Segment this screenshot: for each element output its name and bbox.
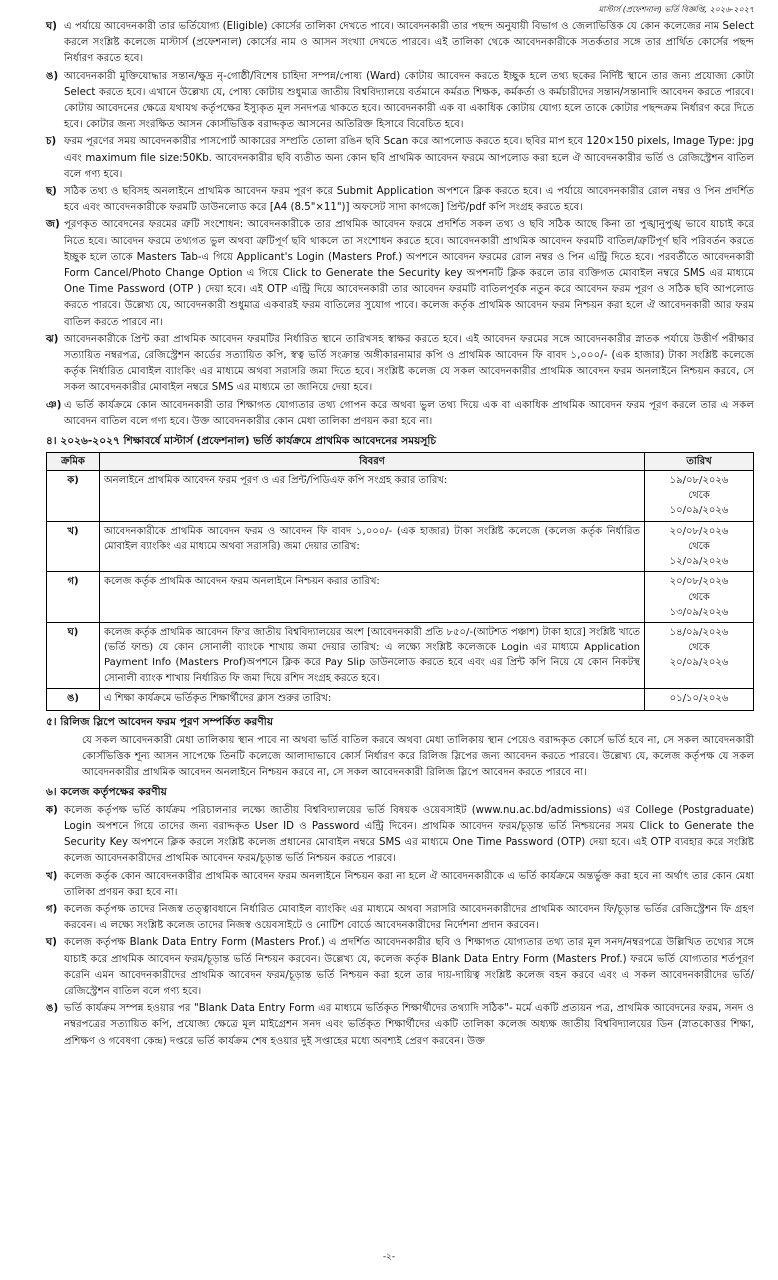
header-serial: ক্রমিক [47, 453, 100, 471]
paragraph-cha: চ) ফরম পূরণের সময় আবেদনকারীর পাসপোর্ট আকারের সম্প্রতি তোলা রঙিন ছবি Scan করে আপলোড করতে হবে। ছবির মাপ হবে 120×150 pixels, Image Type: jpg এবং maximum file size:50Kb. আবেদনকারীর ছবি ব্যতীত অন্য কোন ছবি প্রাথমিক আবেদন ফরমে আপলোড করা হলে ঐ আবেদনকারীর ভর্তি ও রেজিস্ট্রেশন বাতিল বলে গণ্য হবে। [46, 136, 754, 180]
row-serial: ক) [47, 471, 100, 522]
row-serial: গ) [47, 572, 100, 623]
paragraph-gha: ঘ) এ পর্যায়ে আবেদনকারী তার ভর্তিযোগ্য (Eligible) কোর্সের তালিকা দেখতে পাবে। আবেদনকারী তার পছন্দ অনুযায়ী বিভাগ ও জেলাভিত্তিক যে কোন কলেজের নাম Select করলে সংশ্লিষ্ট কলেজে মাস্টার্স (প্রফেশনাল) কোর্সের নাম ও আসন সংখ্যা দেখতে পারবে। এই তালিকা থেকে আবেদনকারীকে সতর্কতার সঙ্গে তার প্রার্থিত কোর্সের পছন্দ নির্ধারণ করতে হবে। [46, 21, 754, 65]
schedule-title: ৪। ২০২৬-২০২৭ শিক্ষাবর্ষে মাস্টার্স (প্রফেশনাল) ভর্তি কার্যক্রমে প্রাথমিক আবেদনের সময়সূচি [46, 435, 437, 448]
row-serial: ঘ) [47, 622, 100, 688]
row-date: ১৪/০৯/২০২৬ থেকে ২০/০৯/২০২৬ [645, 622, 754, 688]
table-row [47, 622, 754, 688]
table-row [47, 521, 754, 572]
duty-ka: ক) কলেজ কর্তৃপক্ষ ভর্তি কার্যক্রম পরিচালনার লক্ষ্যে জাতীয় বিশ্ববিদ্যালয়ের ভর্তি বিষয়ক ওয়েবসাইট (www.nu.ac.bd/admissions) এর College (Postgraduate) Login অপশনে গিয়ে তাদের জন্য বরাদ্দকৃত User ID ও Password এন্ট্রি দিবেন। প্রাথমিক আবেদন ফরম/চূড়ান্ত ভর্তি নিশ্চয়নের সময় Click to Generate the Security Key অপশনে ক্লিক করলে সংশ্লিষ্ট কলেজ প্রধানের মোবাইল নম্বরে SMS এর মাধ্যমে One Time Password (OTP) দেয়া হবে। এই OTP ব্যবহার করে সংশ্লিষ্ট কলেজ আবেদনকারীদের প্রাথমিক আবেদন ফরম/চূড়ান্ত ভর্তি নিশ্চয়ন করতে পারবে। [46, 804, 754, 865]
row-description: এ শিক্ষা কার্যক্রমে ভর্তিকৃত শিক্ষার্থীদের ক্লাস শুরুর তারিখ: [100, 688, 645, 710]
paragraph-umo: ঙ) আবেদনকারী মুক্তিযোদ্ধার সন্তান/ক্ষুদ্র নৃ-গোষ্ঠী/বিশেষ চাহিদা সম্পন্ন/পোষ্য (Ward) কোটায় আবেদন করতে ইচ্ছুক হলে তথ্য ছকের নির্দিষ্ট স্থানে তার জন্য প্রযোজ্য কোটা Select করতে হবে। এখানে উল্লেখ্য যে, পোষ্য কোটায় শুধুমাত্র জাতীয় বিশ্ববিদ্যালয়ে বর্তমানে কর্মরত শিক্ষক, কর্মকর্তা ও কর্মচারীদের সন্তান/সন্তানাদি আবেদন করতে পারবে। কোটায় আবেদনের ক্ষেত্রে যথাযথ কর্তৃপক্ষের ইস্যুকৃত মূল সনদপত্র থাকতে হবে। আবেদনকারী এক বা একাধিক কোটায় যোগ্য হলে তাকে কোটার পছন্দক্রম নির্ধারণ করে দিতে হবে। কোটার জন্য সংরক্ষিত আসন কোর্সভিত্তিক বরাদ্দকৃত আসনের অতিরিক্ত হিসাবে বিবেচিত হবে। [46, 70, 754, 131]
row-date: ২০/০৮/২০২৬ থেকে ১২/০৯/২০২৬ [645, 521, 754, 572]
duty-umo: ঙ) ভর্তি কার্যক্রম সম্পন্ন হওয়ার পর "Blank Data Entry Form এর মাধ্যমে ভর্তিকৃত শিক্ষার্থীদের তথ্যাদি সঠিক"- মর্মে একটি প্রত্যয়ন পত্র, প্রাথমিক আবেদনের ফরম, সনদ ও নম্বরপত্রের সত্যায়িত কপি, প্রযোজ্য ক্ষেত্রে মূল মাইগ্রেশন সনদ এবং ভর্তিকৃত শিক্ষার্থীদের একটি তালিকা কলেজ অধ্যক্ষ জাতীয় বিশ্ববিদ্যালয়ের ডিন (স্নাতকোত্তর শিক্ষা, প্রশিক্ষণ ও গবেষণা কেন্দ্র) দপ্তরে ভর্তি কার্যক্রম শেষ হওয়ার দুই সপ্তাহের মধ্যে অবশ্যই প্রেরণ করবেন। উক্ত [46, 1003, 754, 1047]
paragraph-nia: ঞ) এ ভর্তি কার্যক্রমে কোন আবেদনকারী তার শিক্ষাগত যোগ্যতার তথ্য গোপন করে অথবা ভুল তথ্য দিয়ে এক বা একাধিক প্রাথমিক আবেদন ফরম পূরণ করলে তার এ সকল আবেদন বাতিল বলে গণ্য হবে। উক্ত আবেদনকারীর কোন মেধা তালিকা প্রণয়ন করা হবে না। [46, 399, 754, 427]
row-date: ১৯/০৮/২০২৬ থেকে ১০/০৯/২০২৬ [645, 471, 754, 522]
college-duties-title: ৬। কলেজ কর্তৃপক্ষের করণীয় [46, 785, 167, 798]
row-serial: খ) [47, 521, 100, 572]
row-description: আবেদনকারীকে প্রাথমিক আবেদন ফরম ও আবেদন ফি বাবদ ১,০০০/- (এক হাজার) টাকা সংশ্লিষ্ট কলেজে (কলেজ কর্তৃক নির্ধারিত মোবাইল ব্যাংকিং এর মাধ্যমে অথবা সরাসরি) জমা দেয়ার তারিখ: [100, 521, 645, 572]
release-slip-title: ৫। রিলিজ স্লিপে আবেদন ফরম পূরণ সম্পর্কিত করণীয় [46, 715, 274, 728]
duty-gha: ঘ) কলেজ কর্তৃপক্ষ Blank Data Entry Form (Masters Prof.) এ প্রদর্শিত আবেদনকারীর ছবি ও শিক্ষাগত যোগ্যতার তথ্য তার মূল সনদ/নম্বরপত্রে উল্লিখিত তথ্যের সঙ্গে যাচাই করে প্রাথমিক আবেদন ফরম/চূড়ান্ত ভর্তি নিশ্চয়ন করবেন। উল্লেখ্য যে, কলেজ কর্তৃক Blank Data Entry Form (Masters Prof.) ফরমে ভর্তি যোগ্যতার শর্তপূরণ করেনি এমন আবেদনকারীদের প্রাথমিক আবেদন ফরম/চূড়ান্ত ভর্তি নিশ্চয়ন করা হলে তার দায়-দায়িত্ব সংশ্লিষ্ট কলেজ বহন করবে এবং এ সকল আবেদনকারীদের ভর্তি/রেজিস্ট্রেশন বাতিল বলে গণ্য হবে। [46, 937, 754, 997]
instruction-list [46, 19, 754, 430]
duty-kha: খ) কলেজ কর্তৃক কোন আবেদনকারীর প্রাথমিক আবেদন ফরম অনলাইনে নিশ্চয়ন করা না হলে ঐ আবেদনকারীকে এ ভর্তি কার্যক্রমে অন্তর্ভুক্ত করা হবে না অর্থাৎ তার কোন মেধা তালিকা প্রণয়ন করা হবে না। [46, 870, 754, 898]
schedule-table [46, 452, 754, 711]
paragraph-ja: জ) পূরণকৃত আবেদনের ফরমের ত্রুটি সংশোধন: আবেদনকারীকে তার প্রাথমিক আবেদন ফরমে প্রদর্শিত সকল তথ্য ও ছবি সঠিক আছে কিনা তা পুঙ্খানুপুঙ্খ ভাবে যাচাই করে নিতে হবে। আবেদন ফরমে তথ্যগত ভুল অথবা ত্রুটিপূর্ণ ছবি থাকলে তা সংশোধন করতে হবে। আবেদনকারী প্রাথমিক আবেদন ফরমটি বাতিল/ত্রুটিপূর্ণ ছবি পরিবর্তন করতে ইচ্ছুক হলে তাকে Masters Tab-এ গিয়ে Applicant's Login (Masters Prof.) অপশনে আবেদন ফরমের রোল নম্বর ও পিন এন্ট্রি দিতে হবে। পরবর্তীতে আবেদনকারী Form Cancel/Photo Change Option এ গিয়ে Click to Generate the Security key অপশনটি ক্লিক করলে তার ব্যক্তিগত মোবাইল নম্বরে SMS এর মাধ্যমে One Time Password (OTP ) দেয়া হবে। এই OTP এন্ট্রি দিয়ে আবেদনকারী তার আবেদন ফরমটি বাতিলপূর্বক নতুন করে আবেদন ফরম পূরণ ও সঠিক ছবি আপলোড করতে পারবে। উল্লেখ্য যে, আবেদনকারী শুধুমাত্র একবারই ফরম বাতিলের সুযোগ পাবে। কলেজ কর্তৃক প্রাথমিক আবেদন ফরম নিশ্চয়ন করা হলে ঐ আবেদনকারী আর ফরম বাতিল করতে পারবে না। [46, 219, 754, 328]
row-description: কলেজ কর্তৃক প্রাথমিক আবেদন ফি'র জাতীয় বিশ্ববিদ্যালয়ের অংশ [আবেদনকারী প্রতি ৮৫০/-(আটশত পঞ্চাশ) টাকা হারে] সংশ্লিষ্ট খাতে (ভর্তি ফান্ড) যে কোন সোনালী ব্যাংকে শাখায় জমা দেয়ার তারিখ: এ লক্ষ্যে সংশ্লিষ্ট কলেজকে Login এর মাধ্যমে Application Payment Info (Masters Prof)অপশনে ক্লিক করে Pay Slip ডাউনলোড করতে হবে এবং এর প্রিন্ট কপি নিয়ে যে কোন নিকটস্থ সোনালী ব্যাংক শাখায় নির্ধারিত ফি জমা দিয়ে রশিদ সংগ্রহ করতে হবে। [100, 622, 645, 688]
row-description: কলেজ কর্তৃক প্রাথমিক আবেদন ফরম অনলাইনে নিশ্চয়ন করার তারিখ: [100, 572, 645, 623]
header-date: তারিখ [645, 453, 754, 471]
row-serial: ঙ) [47, 688, 100, 710]
college-duties-list [46, 803, 754, 1050]
header-reference: মাস্টার্স (প্রফেশনাল) ভর্তি বিজ্ঞপ্তি, ২০২৬-২০২৭ [598, 5, 754, 14]
table-row [47, 471, 754, 522]
duty-ga: গ) কলেজ কর্তৃপক্ষ তাদের নিজস্ব তত্ত্বাবধানে নির্ধারিত মোবাইল ব্যাংকিং এর মাধ্যমে অথবা সরাসরি আবেদনকারীদের প্রাথমিক আবেদন ফি/চূড়ান্ত ভর্তির রেজিস্ট্রেশন ফি গ্রহণ করবেন। এ লক্ষ্যে সংশ্লিষ্ট কলেজ তাদের নিজস্ব ওয়েবসাইটে ও নোটিশ বোর্ডে আবেদনকারীদের নির্দেশনা প্রদান করবেন। [46, 903, 754, 932]
release-slip-text: যে সকল আবেদনকারী মেধা তালিকায় স্থান পাবে না অথবা ভর্তি বাতিল করবে অথবা মেধা তালিকায় স্থান পেয়েও বরাদ্দকৃত কোর্সে ভর্তি হবে না, সে সকল আবেদনকারী কোর্সভিত্তিক শূন্য আসন সাপেক্ষে তিনটি কলেজে আলাদাভাবে কোর্স নির্ধারণ করে রিলিজ স্লিপের জন্য আবেদন করতে পারবে। উল্লেখ্য যে, কলেজ কর্তৃপক্ষ যে সকল আবেদনকারীর প্রাথমিক আবেদন অনলাইনে নিশ্চয়ন করবে না, সে সকল আবেদনকারী রিলিজ স্লিপে আবেদন করতে পারবে না। [82, 734, 754, 778]
schedule-header-row [47, 453, 754, 471]
row-description: অনলাইনে প্রাথমিক আবেদন ফরম পূরণ ও এর প্রিন্ট/পিডিএফ কপি সংগ্রহ করার তারিখ: [100, 471, 645, 522]
row-date: ০১/১০/২০২৬ [645, 688, 754, 710]
table-row [47, 572, 754, 623]
table-row [47, 688, 754, 710]
paragraph-chha: ছ) সঠিক তথ্য ও ছবিসহ অনলাইনে প্রাথমিক আবেদন ফরম পূরণ করে Submit Application অপশনে ক্লিক করতে হবে। এ পর্যায়ে আবেদনকারীর রোল নম্বর ও পিন প্রদর্শিত হবে এবং আবেদনকারীকে ফরমটি ডাউনলোড করে [A4 (8.5"×11")] অফসেট সাদা কাগজে] প্রিন্ট/pdf কপি সংগ্রহ করতে হবে। [46, 186, 754, 214]
header-description: বিবরণ [100, 453, 645, 471]
paragraph-jha: ঝ) আবেদনকারীকে প্রিন্ট করা প্রাথমিক আবেদন ফরমটির নির্ধারিত স্থানে তারিখসহ স্বাক্ষর করতে হবে। এই আবেদন ফরমের সঙ্গে আবেদনকারীর স্নাতক পর্যায়ে উত্তীর্ণ পরীক্ষার সত্যায়িত নম্বরপত্র, রেজিস্ট্রেশন কার্ডের সত্যায়িত কপি, স্বত্ব ভর্তি সংক্রান্ত অঙ্গীকারনামার কপি ও প্রাথমিক আবেদন ফি বাবদ ১,০০০/- (এক হাজার) টাকা সংশ্লিষ্ট কলেজে কর্তৃক নির্ধারিত মোবাইল ব্যাংকিং এর মাধ্যমে অথবা সরাসরি জমা দিতে হবে। সংশ্লিষ্ট কলেজ যে সকল আবেদনকারীর প্রাথমিক আবেদন ফরম অনলাইনে নিশ্চয়ন করবে, সে সকল আবেদনকারীর মোবাইল নম্বরে SMS এর মাধ্যমে তা জানিয়ে দেয়া হবে। [46, 333, 754, 394]
page-number: -২- [382, 1252, 396, 1262]
row-date: ২০/০৮/২০২৬ থেকে ১৩/০৯/২০২৬ [645, 572, 754, 623]
